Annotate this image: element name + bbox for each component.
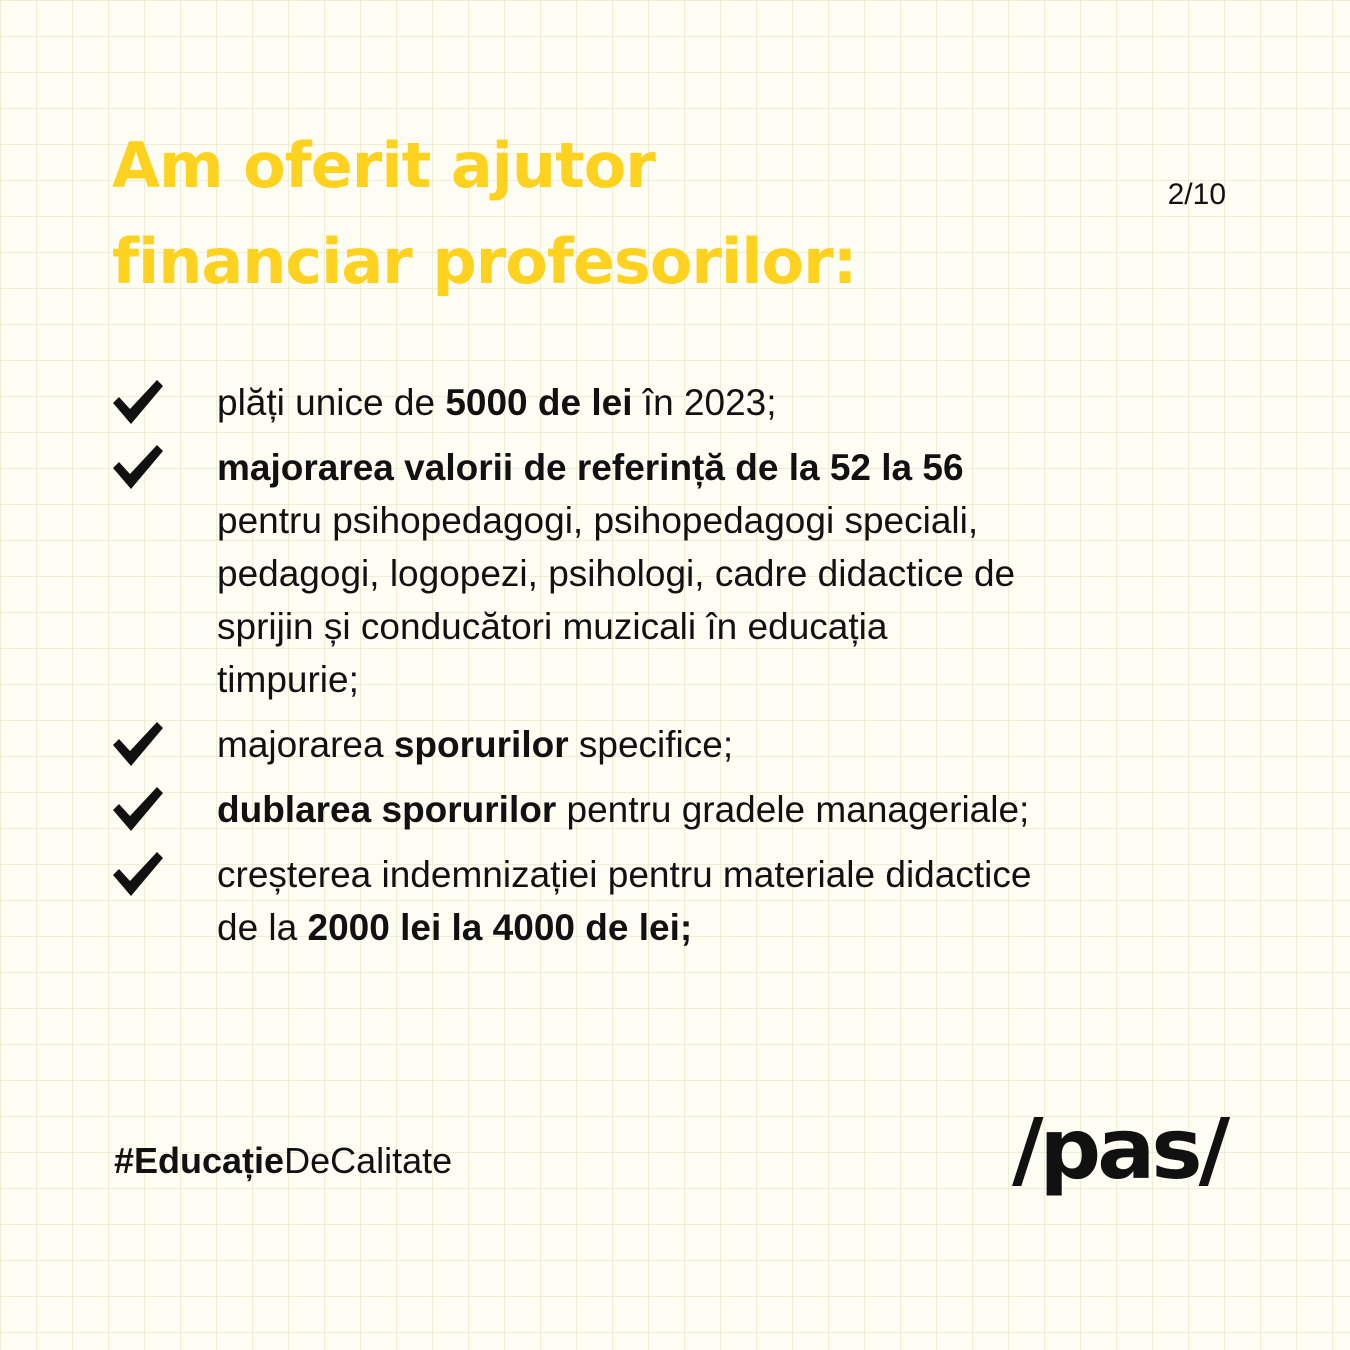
checkmark-icon [112, 850, 164, 898]
hashtag [114, 1138, 452, 1184]
benefit-text-regular: plăți unice de [217, 382, 446, 423]
title-line-1: Am oferit ajutor [112, 129, 655, 202]
page-title [112, 118, 1092, 310]
benefit-text-regular: specifice; [568, 724, 734, 765]
benefit-text-regular: majorarea [217, 724, 394, 765]
title-line-2: financiar profesorilor: [112, 225, 857, 298]
logo-text: /pas/ [1012, 1110, 1230, 1198]
hashtag-regular: DeCalitate [284, 1140, 453, 1181]
page-counter: 2/10 [1167, 178, 1226, 211]
benefit-text-bold: 5000 de lei [445, 382, 633, 423]
benefit-text-bold: dublarea sporurilor [217, 789, 557, 830]
benefit-text [217, 382, 777, 423]
benefit-text-regular: în 2023; [632, 382, 777, 423]
benefit-text-bold: 2000 lei la 4000 de lei; [307, 907, 693, 948]
benefit-item [112, 376, 1032, 429]
benefit-text [217, 447, 1015, 700]
benefit-item [112, 783, 1032, 836]
pas-logo [1010, 1110, 1230, 1204]
benefit-text-bold: sporurilor [393, 724, 569, 765]
benefit-text [217, 724, 733, 765]
benefit-item [112, 441, 1032, 706]
benefit-text-regular: pentru psihopedagogi, psihopedagogi speciali, pedagogi, logopezi, psihologi, cadre didactice de sprijin și conducători muzicali în educația timpurie; [217, 500, 1016, 700]
benefit-text-regular: pentru gradele manageriale; [556, 789, 1030, 830]
benefit-text-bold: majorarea valorii de referință de la 52 la 56 [217, 447, 964, 488]
checkmark-icon [112, 720, 164, 768]
benefit-text-regular: creșterea indemnizației pentru materiale didactice de la [217, 854, 1032, 948]
benefit-text [217, 854, 1031, 948]
benefit-item [112, 848, 1032, 954]
benefits-list [112, 376, 1032, 966]
benefit-item [112, 718, 1032, 771]
checkmark-icon [112, 443, 164, 491]
hashtag-bold: #Educație [114, 1140, 285, 1181]
benefit-text [217, 789, 1029, 830]
checkmark-icon [112, 378, 164, 426]
checkmark-icon [112, 785, 164, 833]
